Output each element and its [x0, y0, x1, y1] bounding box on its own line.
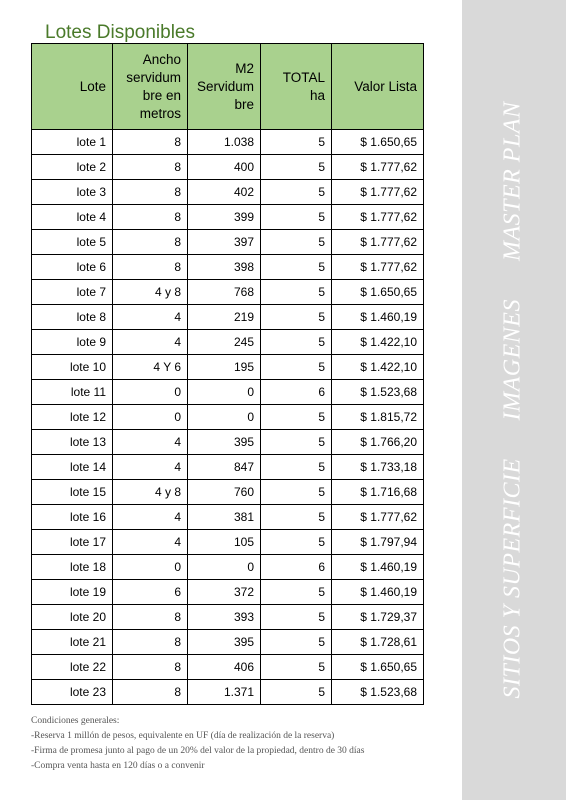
- cell-ancho: 8: [113, 230, 188, 255]
- cell-m2: 0: [188, 555, 261, 580]
- table-row: [32, 630, 424, 655]
- table-row: [32, 330, 424, 355]
- cell-lote: lote 13: [32, 430, 113, 455]
- conditions-item: -Reserva 1 millón de pesos, equivalente en UF (día de realización de la reserva): [31, 731, 335, 741]
- cell-valor: $ 1.650,65: [332, 280, 424, 305]
- conditions-heading: Condiciones generales:: [31, 716, 120, 726]
- cell-lote: lote 10: [32, 355, 113, 380]
- page-title: Lotes Disponibles: [45, 22, 195, 43]
- cell-valor: $ 1.733,18: [332, 455, 424, 480]
- cell-valor: $ 1.729,37: [332, 605, 424, 630]
- cell-ancho: 4: [113, 430, 188, 455]
- table-row: [32, 655, 424, 680]
- header-valor: Valor Lista: [332, 44, 424, 130]
- cell-total: 5: [261, 480, 332, 505]
- cell-ancho: 4 y 8: [113, 480, 188, 505]
- table-row: [32, 405, 424, 430]
- cell-ancho: 8: [113, 205, 188, 230]
- cell-total: 5: [261, 630, 332, 655]
- cell-m2: 1.371: [188, 680, 261, 705]
- cell-ancho: 4: [113, 305, 188, 330]
- cell-total: 5: [261, 505, 332, 530]
- cell-total: 5: [261, 230, 332, 255]
- cell-m2: 402: [188, 180, 261, 205]
- cell-valor: $ 1.815,72: [332, 405, 424, 430]
- cell-m2: 398: [188, 255, 261, 280]
- table-body: [32, 130, 424, 705]
- table-row: [32, 505, 424, 530]
- cell-ancho: 8: [113, 680, 188, 705]
- cell-total: 5: [261, 530, 332, 555]
- sidebar-item-sitios[interactable]: SITIOS Y SUPERFICIE: [499, 458, 526, 699]
- cell-lote: lote 11: [32, 380, 113, 405]
- table-row: [32, 355, 424, 380]
- cell-lote: lote 3: [32, 180, 113, 205]
- cell-total: 5: [261, 180, 332, 205]
- table-header-row: [32, 44, 424, 130]
- cell-lote: lote 17: [32, 530, 113, 555]
- sidebar-item-imagenes[interactable]: IMAGENES: [499, 299, 526, 421]
- cell-valor: $ 1.766,20: [332, 430, 424, 455]
- cell-ancho: 4 Y 6: [113, 355, 188, 380]
- table-row: [32, 255, 424, 280]
- table-row: [32, 180, 424, 205]
- sidebar-nav: [500, 102, 527, 699]
- cell-lote: lote 18: [32, 555, 113, 580]
- cell-m2: 400: [188, 155, 261, 180]
- cell-lote: lote 16: [32, 505, 113, 530]
- cell-total: 5: [261, 255, 332, 280]
- header-total: TOTAL ha: [261, 44, 332, 130]
- header-m2-label: M2 Servidum bre: [196, 60, 254, 112]
- cell-m2: 768: [188, 280, 261, 305]
- cell-valor: $ 1.777,62: [332, 505, 424, 530]
- cell-m2: 406: [188, 655, 261, 680]
- cell-m2: 381: [188, 505, 261, 530]
- cell-ancho: 8: [113, 630, 188, 655]
- cell-total: 5: [261, 405, 332, 430]
- table-row: [32, 430, 424, 455]
- cell-m2: 1.038: [188, 130, 261, 155]
- cell-ancho: 8: [113, 180, 188, 205]
- table-row: [32, 130, 424, 155]
- cell-total: 5: [261, 305, 332, 330]
- header-ancho: [113, 44, 188, 130]
- cell-lote: lote 20: [32, 605, 113, 630]
- cell-ancho: 8: [113, 255, 188, 280]
- cell-lote: lote 4: [32, 205, 113, 230]
- cell-m2: 372: [188, 580, 261, 605]
- cell-ancho: 4 y 8: [113, 280, 188, 305]
- table-row: [32, 605, 424, 630]
- header-m2: [188, 44, 261, 130]
- cell-total: 5: [261, 355, 332, 380]
- cell-ancho: 0: [113, 555, 188, 580]
- cell-valor: $ 1.422,10: [332, 355, 424, 380]
- table-row: [32, 680, 424, 705]
- cell-lote: lote 1: [32, 130, 113, 155]
- header-lote: Lote: [32, 44, 113, 130]
- cell-total: 5: [261, 155, 332, 180]
- cell-total: 6: [261, 380, 332, 405]
- cell-lote: lote 22: [32, 655, 113, 680]
- cell-lote: lote 19: [32, 580, 113, 605]
- table-row: [32, 205, 424, 230]
- cell-valor: $ 1.460,19: [332, 305, 424, 330]
- cell-ancho: 4: [113, 530, 188, 555]
- table-row: [32, 455, 424, 480]
- cell-valor: $ 1.777,62: [332, 180, 424, 205]
- sidebar-item-master-plan[interactable]: MASTER PLAN: [499, 101, 526, 262]
- cell-lote: lote 8: [32, 305, 113, 330]
- table-row: [32, 280, 424, 305]
- cell-lote: lote 9: [32, 330, 113, 355]
- cell-valor: $ 1.650,65: [332, 655, 424, 680]
- cell-total: 5: [261, 430, 332, 455]
- cell-m2: 393: [188, 605, 261, 630]
- cell-lote: lote 23: [32, 680, 113, 705]
- cell-total: 5: [261, 605, 332, 630]
- cell-m2: 219: [188, 305, 261, 330]
- cell-m2: 0: [188, 405, 261, 430]
- cell-m2: 395: [188, 630, 261, 655]
- table-row: [32, 230, 424, 255]
- cell-valor: $ 1.422,10: [332, 330, 424, 355]
- conditions-item: -Compra venta hasta en 120 días o a convenir: [31, 761, 205, 771]
- cell-ancho: 6: [113, 580, 188, 605]
- conditions-item: -Firma de promesa junto al pago de un 20% del valor de la propiedad, dentro de 30 días: [31, 746, 365, 756]
- cell-m2: 105: [188, 530, 261, 555]
- cell-lote: lote 15: [32, 480, 113, 505]
- cell-valor: $ 1.777,62: [332, 205, 424, 230]
- cell-ancho: 4: [113, 505, 188, 530]
- cell-lote: lote 7: [32, 280, 113, 305]
- cell-valor: $ 1.777,62: [332, 255, 424, 280]
- cell-m2: 245: [188, 330, 261, 355]
- cell-m2: 399: [188, 205, 261, 230]
- cell-lote: lote 21: [32, 630, 113, 655]
- cell-lote: lote 5: [32, 230, 113, 255]
- cell-m2: 195: [188, 355, 261, 380]
- table-row: [32, 305, 424, 330]
- cell-m2: 0: [188, 380, 261, 405]
- cell-valor: $ 1.716,68: [332, 480, 424, 505]
- table-row: [32, 530, 424, 555]
- table-row: [32, 155, 424, 180]
- cell-ancho: 4: [113, 455, 188, 480]
- cell-total: 5: [261, 580, 332, 605]
- cell-total: 5: [261, 130, 332, 155]
- cell-valor: $ 1.460,19: [332, 555, 424, 580]
- cell-ancho: 4: [113, 330, 188, 355]
- cell-ancho: 0: [113, 405, 188, 430]
- table-row: [32, 480, 424, 505]
- cell-m2: 847: [188, 455, 261, 480]
- cell-valor: $ 1.777,62: [332, 230, 424, 255]
- table-row: [32, 580, 424, 605]
- cell-total: 6: [261, 555, 332, 580]
- cell-valor: $ 1.650,65: [332, 130, 424, 155]
- cell-valor: $ 1.523,68: [332, 680, 424, 705]
- table-row: [32, 380, 424, 405]
- table-row: [32, 555, 424, 580]
- cell-valor: $ 1.777,62: [332, 155, 424, 180]
- cell-total: 5: [261, 455, 332, 480]
- cell-ancho: 8: [113, 155, 188, 180]
- cell-lote: lote 12: [32, 405, 113, 430]
- cell-ancho: 0: [113, 380, 188, 405]
- cell-valor: $ 1.523,68: [332, 380, 424, 405]
- cell-ancho: 8: [113, 605, 188, 630]
- cell-total: 5: [261, 205, 332, 230]
- cell-ancho: 8: [113, 655, 188, 680]
- cell-total: 5: [261, 330, 332, 355]
- cell-ancho: 8: [113, 130, 188, 155]
- cell-total: 5: [261, 680, 332, 705]
- cell-lote: lote 2: [32, 155, 113, 180]
- header-ancho-label: Ancho servidum bre en metros: [126, 51, 181, 121]
- cell-valor: $ 1.797,94: [332, 530, 424, 555]
- cell-m2: 397: [188, 230, 261, 255]
- cell-lote: lote 6: [32, 255, 113, 280]
- cell-m2: 760: [188, 480, 261, 505]
- general-conditions: [31, 714, 451, 774]
- lots-table: [31, 43, 424, 705]
- cell-total: 5: [261, 280, 332, 305]
- cell-m2: 395: [188, 430, 261, 455]
- cell-valor: $ 1.728,61: [332, 630, 424, 655]
- cell-total: 5: [261, 655, 332, 680]
- cell-lote: lote 14: [32, 455, 113, 480]
- cell-valor: $ 1.460,19: [332, 580, 424, 605]
